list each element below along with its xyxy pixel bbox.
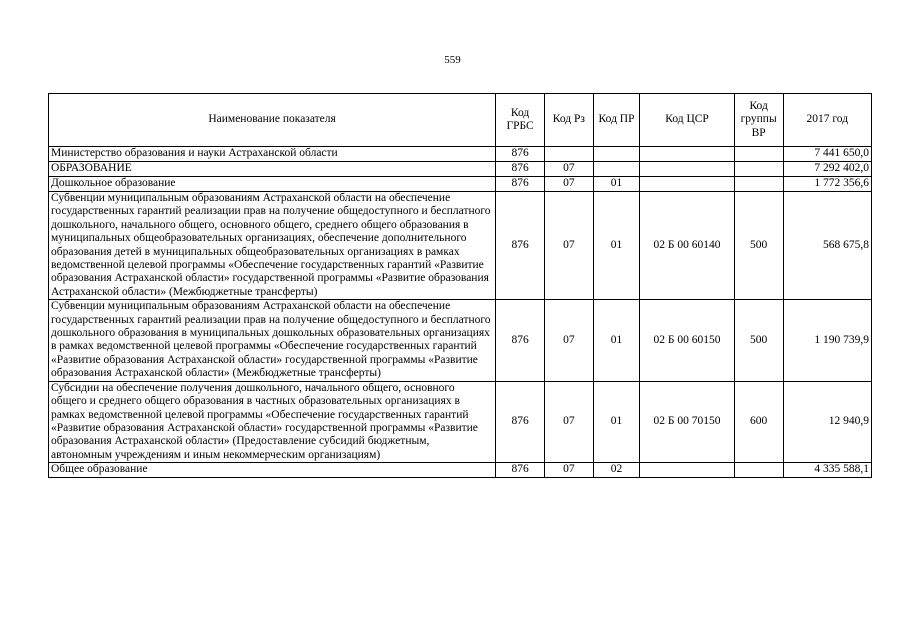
row-csr [640, 463, 734, 478]
row-name: Субвенции муниципальным образованиям Астраханской области на обеспечение государственных гарантий реализации прав на получение общедоступного и бесплатного дошкольного, начального общего, основного общего, среднего общего образования в муниципальных общеобразовательных организациях, обеспечение дополнительного образования детей в муниципальных общеобразовательных организациях в рамках ведомственной целевой программы «Обеспечение государственных гарантий «Развитие образования Астраханской области» государственной программы «Развитие образования Астраханской области» (Межбюджетные трансферты) [49, 192, 496, 300]
row-vr [734, 162, 783, 177]
row-pr: 01 [593, 381, 640, 462]
row-vr [734, 177, 783, 192]
row-pr: 01 [593, 300, 640, 381]
row-csr [640, 162, 734, 177]
header-rz: Код Рз [544, 94, 593, 147]
row-name: Субвенции муниципальным образованиям Астраханской области на обеспечение государственных гарантий реализации прав на получение общедоступного и бесплатного дошкольного образования в муниципальных дошкольных образовательных организациях в рамках ведомственной целевой программы «Обеспечение государственных гарантий «Развитие образования Астраханской области» государственной программы «Развитие образования Астраханской области» (Межбюджетные трансферты) [49, 300, 496, 381]
row-grbs: 876 [496, 463, 545, 478]
budget-table [48, 93, 872, 478]
header-year: 2017 год [783, 94, 871, 147]
table-row [49, 177, 872, 192]
row-grbs: 876 [496, 300, 545, 381]
table-row [49, 162, 872, 177]
row-pr: 01 [593, 192, 640, 300]
row-csr [640, 147, 734, 162]
row-csr: 02 Б 00 60140 [640, 192, 734, 300]
row-amount: 1 772 356,6 [783, 177, 871, 192]
table-row [49, 463, 872, 478]
row-rz: 07 [544, 381, 593, 462]
header-grbs: Код ГРБС [496, 94, 545, 147]
row-name: Субсидии на обеспечение получения дошкольного, начального общего, основного общего и среднего общего образования в частных образовательных организациях в рамках ведомственной целевой программы «Обеспечение государственных гарантий «Развитие образования Астраханской области» государственной программы «Развитие образования Астраханской области» (Предоставление субсидий бюджетным, автономным учреждениям и иным некоммерческим организациям) [49, 381, 496, 462]
row-rz: 07 [544, 463, 593, 478]
header-csr: Код ЦСР [640, 94, 734, 147]
row-grbs: 876 [496, 177, 545, 192]
row-amount: 1 190 739,9 [783, 300, 871, 381]
page-number: 559 [444, 54, 461, 66]
row-rz: 07 [544, 162, 593, 177]
row-csr: 02 Б 00 70150 [640, 381, 734, 462]
row-name: Общее образование [49, 463, 496, 478]
row-pr: 02 [593, 463, 640, 478]
row-pr [593, 162, 640, 177]
row-csr [640, 177, 734, 192]
row-rz: 07 [544, 192, 593, 300]
row-pr [593, 147, 640, 162]
row-vr: 600 [734, 381, 783, 462]
row-name: Министерство образования и науки Астраханской области [49, 147, 496, 162]
row-grbs: 876 [496, 162, 545, 177]
row-amount: 568 675,8 [783, 192, 871, 300]
row-rz: 07 [544, 300, 593, 381]
table-header-row [49, 94, 872, 147]
table-row [49, 192, 872, 300]
row-vr [734, 147, 783, 162]
row-amount: 7 441 650,0 [783, 147, 871, 162]
row-grbs: 876 [496, 192, 545, 300]
row-vr [734, 463, 783, 478]
row-pr: 01 [593, 177, 640, 192]
row-amount: 4 335 588,1 [783, 463, 871, 478]
row-vr: 500 [734, 300, 783, 381]
table-row [49, 300, 872, 381]
row-amount: 7 292 402,0 [783, 162, 871, 177]
row-csr: 02 Б 00 60150 [640, 300, 734, 381]
header-name: Наименование показателя [49, 94, 496, 147]
header-pr: Код ПР [593, 94, 640, 147]
row-rz [544, 147, 593, 162]
row-grbs: 876 [496, 381, 545, 462]
row-name: Дошкольное образование [49, 177, 496, 192]
row-amount: 12 940,9 [783, 381, 871, 462]
table-row [49, 147, 872, 162]
table-row [49, 381, 872, 462]
row-grbs: 876 [496, 147, 545, 162]
row-vr: 500 [734, 192, 783, 300]
row-rz: 07 [544, 177, 593, 192]
header-vr: Код группы ВР [734, 94, 783, 147]
row-name: ОБРАЗОВАНИЕ [49, 162, 496, 177]
